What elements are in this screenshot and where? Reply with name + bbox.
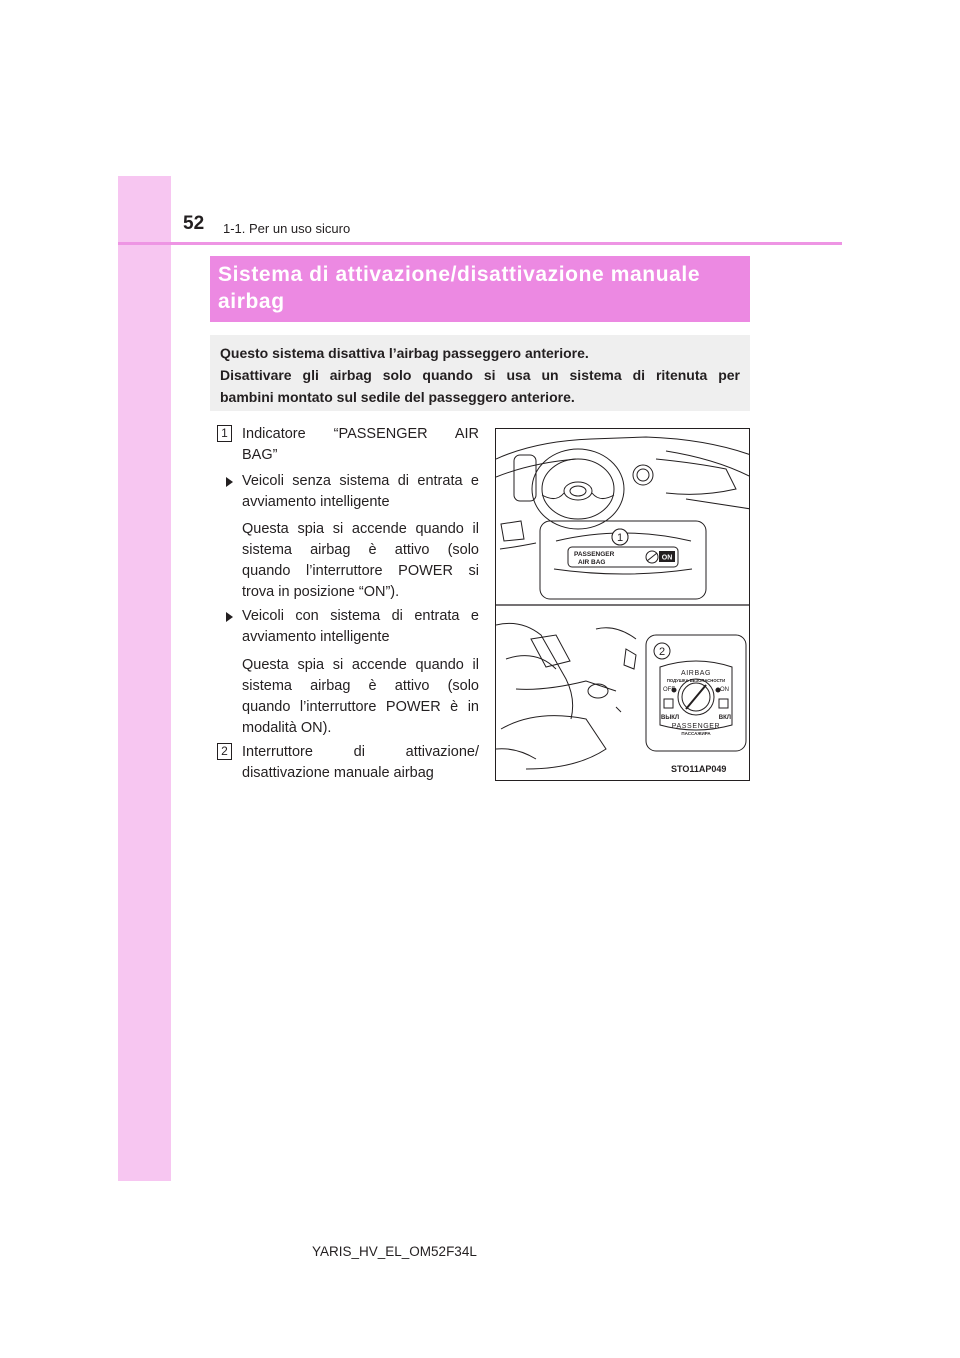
indicator-passenger-text: PASSENGER (574, 551, 615, 558)
bullet-1-desc-line-1: Questa spia si accende quando il (242, 521, 479, 537)
bullet-1-title (242, 471, 479, 513)
item-1-line-2: BAG” (242, 447, 278, 463)
switch-passenger-label: PASSENGER (671, 723, 721, 730)
item-1-line-1: Indicatore “PASSENGER AIR (242, 426, 479, 442)
callout-1-label: 1 (616, 532, 624, 544)
switch-on-ru-label: ВКЛ (718, 715, 731, 721)
section-title-box (210, 256, 750, 322)
intro-line-3: bambini montato sul sedile del passeggero anteriore. (220, 389, 575, 405)
switch-on-label: ON (720, 687, 729, 693)
item-2-line-2: disattivazione manuale airbag (242, 765, 434, 781)
switch-passenger-ru-label: ПАССАЖИРА (681, 731, 711, 736)
bullet-2-description (242, 655, 479, 739)
switch-off-label: OFF (663, 687, 675, 693)
bullet-2-desc-line-1: Questa spia si accende quando il (242, 657, 479, 673)
bullet-2-desc-line-3: quando l’interruttore POWER è in (242, 699, 479, 715)
intro-box (210, 335, 750, 411)
section-reference: 1-1. Per un uso sicuro (223, 221, 351, 236)
page-number: 52 (183, 213, 205, 234)
intro-line-1: Questo sistema disattiva l’airbag passeggero anteriore. (220, 345, 589, 361)
bullet-2-desc-line-2: sistema airbag è attivo (solo (242, 678, 479, 694)
item-number-badge-1: 1 (217, 425, 232, 442)
bullet-triangle-icon (226, 612, 233, 622)
bullet-1-description (242, 519, 479, 603)
item-2-text (242, 742, 479, 784)
header-rule (118, 242, 842, 245)
item-number-badge-2: 2 (217, 743, 232, 760)
bullet-2-title-line-2: avviamento intelligente (242, 629, 390, 645)
item-2-line-1: Interruttore di attivazione/ (242, 744, 479, 760)
figure-code: STO11AP049 (671, 764, 727, 774)
bullet-2-desc-line-4: modalità ON). (242, 720, 332, 736)
bullet-triangle-icon (226, 477, 233, 487)
switch-airbag-ru-label: ПОДУШКА БЕЗОПАСНОСТИ (666, 678, 726, 683)
switch-off-ru-label: ВЫКЛ (661, 715, 680, 721)
indicator-on-label: ON (661, 554, 673, 562)
bullet-1-title-line-2: avviamento intelligente (242, 494, 390, 510)
footer-document-code: YARIS_HV_EL_OM52F34L (312, 1244, 477, 1259)
section-title-line-2: airbag (218, 290, 285, 313)
bullet-1-desc-line-2: sistema airbag è attivo (solo (242, 542, 479, 558)
item-1-text (242, 424, 479, 466)
bullet-1-title-line-1: Veicoli senza sistema di entrata e (242, 473, 479, 489)
indicator-airbag-text: AIR BAG (578, 559, 606, 566)
side-tab-band (118, 176, 171, 1181)
section-title-line-1: Sistema di attivazione/disattivazione manuale (218, 263, 701, 286)
switch-airbag-label: AIRBAG (680, 670, 712, 677)
dashboard-illustration-svg (496, 429, 750, 781)
dashboard-illustration (495, 428, 750, 781)
intro-line-2: Disattivare gli airbag solo quando si usa un sistema di ritenuta per (220, 367, 740, 383)
callout-2-label: 2 (658, 646, 666, 658)
bullet-1-desc-line-3: quando l’interruttore POWER si (242, 563, 479, 579)
bullet-2-title (242, 606, 479, 648)
bullet-2-title-line-1: Veicoli con sistema di entrata e (242, 608, 479, 624)
bullet-1-desc-line-4: trova in posizione “ON”). (242, 584, 400, 600)
